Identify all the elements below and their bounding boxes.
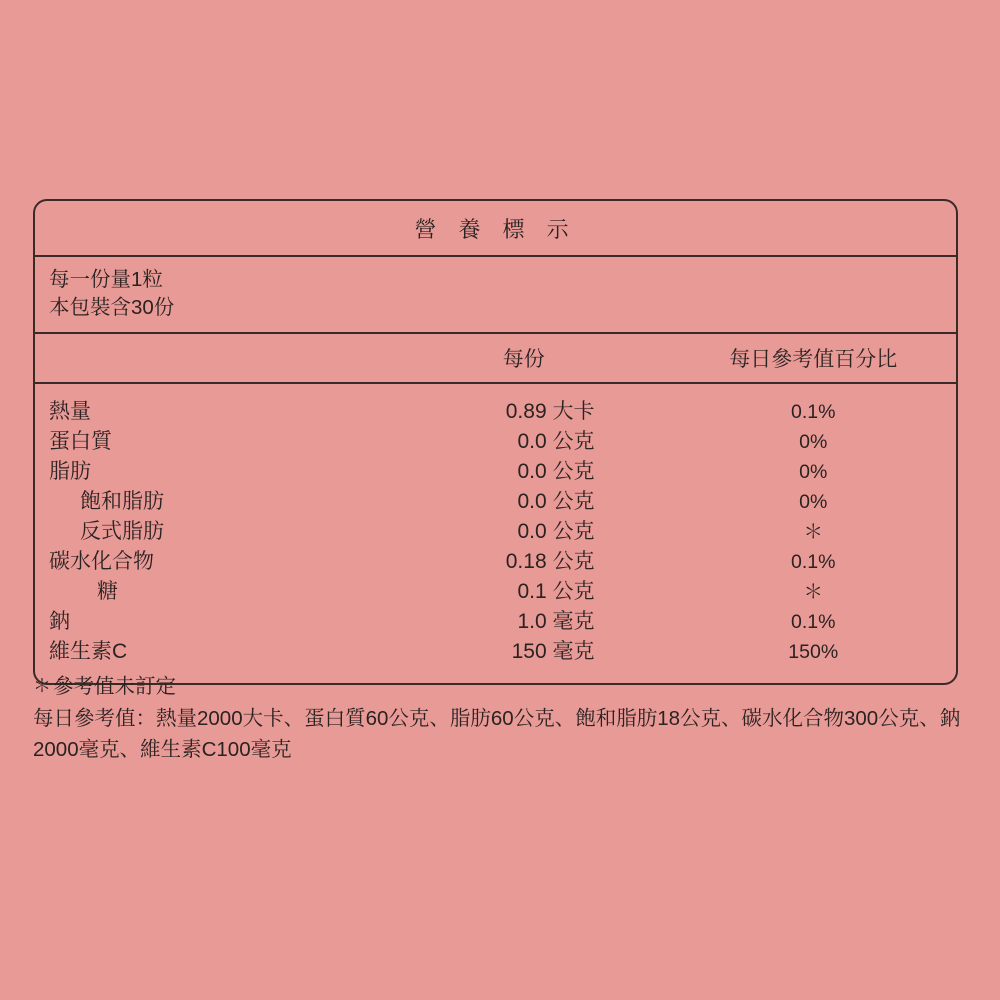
nutrient-name: 碳水化合物 (49, 550, 154, 574)
nutrient-amount: 1.0 毫克 (517, 610, 595, 634)
panel-title: 營 養 標 示 (35, 201, 956, 257)
table-row (35, 397, 956, 427)
servings-per-container: 本包裝含30份 (49, 295, 175, 319)
nutrient-name: 糖 (97, 580, 118, 604)
nutrient-percent: 150% (788, 641, 839, 664)
nutrient-percent: ＊ (803, 521, 823, 544)
nutrient-amount: 0.0 公克 (517, 520, 595, 544)
nutrient-name: 脂肪 (49, 460, 91, 484)
table-row (35, 457, 956, 487)
footnote-star-text: 參考值未訂定 (53, 675, 176, 698)
nutrient-name: 鈉 (49, 610, 70, 634)
table-row (35, 487, 956, 517)
nutrient-amount: 0.0 公克 (517, 490, 595, 514)
table-row (35, 547, 956, 577)
column-header-percent: 每日參考值百分比 (729, 348, 898, 372)
nutrient-amount: 150 毫克 (511, 640, 595, 664)
footnotes (33, 672, 963, 765)
column-header-amount: 每份 (502, 348, 545, 372)
nutrient-amount: 0.0 公克 (517, 460, 595, 484)
nutrient-percent: ＊ (803, 581, 823, 604)
table-row (35, 577, 956, 607)
nutrient-amount: 0.18 公克 (505, 550, 595, 574)
serving-size: 每一份量1粒 (49, 268, 163, 291)
nutrient-amount: 0.1 公克 (517, 580, 595, 604)
nutrition-facts-panel (33, 199, 958, 685)
footnote-star-line (33, 672, 963, 702)
nutrient-percent: 0.1% (790, 611, 836, 634)
footnote-reference: 每日參考值：熱量2000大卡、蛋白質60公克、脂肪60公克、飽和脂肪18公克、碳水化合物300公克、鈉2000毫克、維生素C100毫克 (33, 707, 961, 761)
nutrient-percent: 0% (799, 491, 828, 514)
asterisk-icon: ＊ (33, 676, 51, 696)
table-row (35, 427, 956, 457)
nutrient-percent: 0.1% (790, 551, 836, 574)
nutrient-percent: 0% (799, 461, 828, 484)
serving-info (35, 257, 956, 334)
nutrient-rows (35, 384, 956, 683)
nutrient-name: 維生素C (49, 640, 128, 664)
nutrient-amount: 0.0 公克 (517, 430, 595, 454)
table-row (35, 607, 956, 637)
table-row (35, 517, 956, 547)
nutrient-percent: 0% (799, 431, 828, 454)
column-headers (35, 334, 956, 384)
nutrient-name: 蛋白質 (49, 430, 112, 454)
table-row (35, 637, 956, 667)
nutrient-percent: 0.1% (790, 401, 836, 424)
nutrient-amount: 0.89 大卡 (505, 400, 595, 424)
nutrient-name: 熱量 (49, 400, 91, 424)
nutrient-name: 飽和脂肪 (80, 490, 164, 514)
nutrient-name: 反式脂肪 (80, 520, 164, 544)
